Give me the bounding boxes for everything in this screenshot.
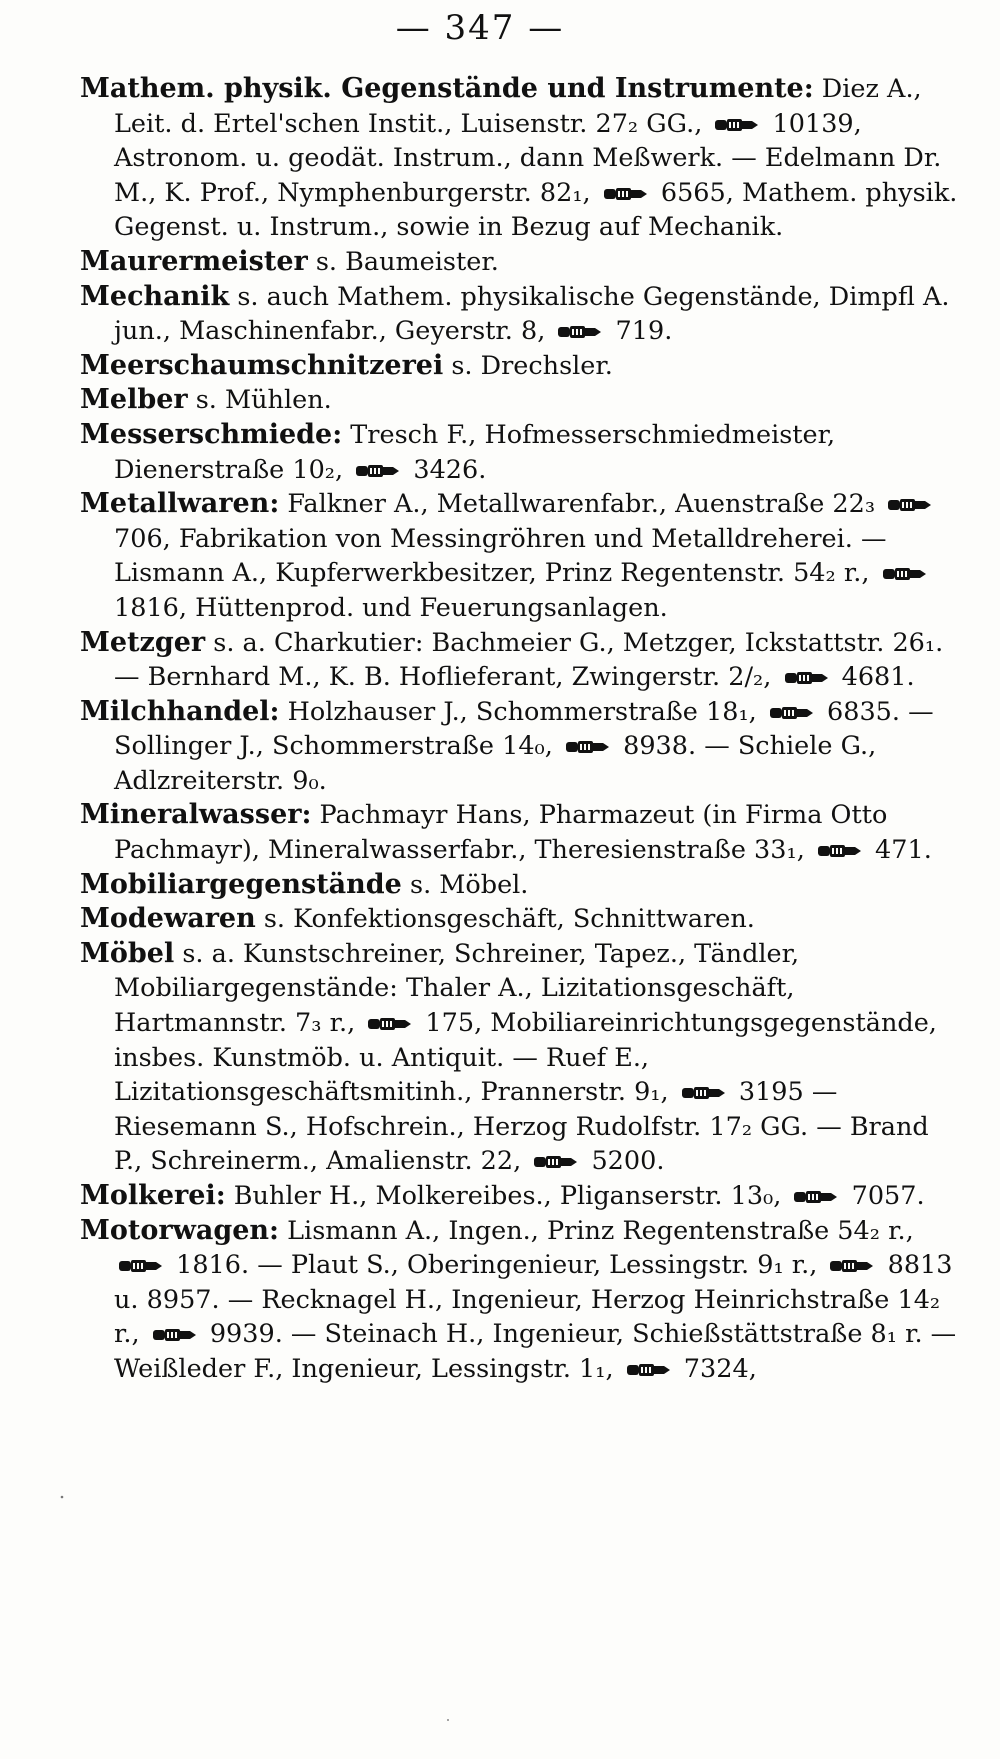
entry-text: s. Möbel. (401, 869, 529, 900)
entry-keyword: Mobiliargegenstände (80, 868, 402, 900)
page-number: — 347 — (395, 8, 565, 48)
entry-keyword: Motorwagen: (80, 1214, 279, 1246)
entry-text: s. Drechsler. (443, 350, 613, 381)
entry-text: s. a. Charkutier: Bachmeier G., Metzger, Ickstattstr. 26₁. — Bernhard M., K. B. Hoflieferant, Zwingerstr. 2/₂, 4681. (114, 627, 944, 693)
entry-text: Buhler H., Molkereibes., Pliganserstr. 13₀, 7057. (225, 1181, 925, 1211)
entry-keyword: Melber (80, 384, 188, 416)
entry-keyword: Molkerei: (80, 1180, 226, 1211)
entry-text: Holzhauser J., Schommerstraße 18₁, 6835. — Sollinger J., Schommerstraße 14₀, 8938. — Schiele G., Adlzreiterstr. 9₀. (114, 696, 934, 796)
entry-keyword: Mechanik (80, 280, 230, 312)
entry-keyword: Metallwaren: (80, 488, 280, 520)
entry-keyword: Möbel (80, 937, 175, 969)
entry-text: s. Mühlen. (187, 385, 332, 416)
entry-keyword: Metzger (80, 626, 206, 658)
entry-text: Diez A., Leit. d. Ertel'schen Instit., Luisenstr. 27₂ GG., 10139, Astronom. u. geodät. Instrum., dann Meßwerk. — Edelmann Dr. M., K. Prof., Nymphenburgerstr. 82₁, 6565, Mathem. physik. Gegenst. u. Instrum., sowie in Bezug auf Mechanik. (114, 74, 958, 243)
entry-keyword: Mathem. physik. Gegenstände und Instrumente: (80, 73, 814, 104)
entry-keyword: Modewaren (80, 903, 256, 935)
entry-text: s. a. Kunstschreiner, Schreiner, Tapez., Tändler, Mobiliargegenstände: Thaler A., Lizitationsgeschäft, Hartmannstr. 7₃ r., 175, Mobiliareinrichtungsgegenstände, insbes. Kunstmöb. u. Antiquit. — Ruef E., Lizitationsgeschäftsmitinh., Prannerstr. 9₁, 3195 — Riesemann S., Hofschrein., Herzog Rudolfstr. 17₂ GG. — Brand P., Schreinerm., Amalienstr. 22, 5200. (114, 938, 937, 1177)
entry-text: Pachmayr Hans, Pharmazeut (in Firma Otto Pachmayr), Mineralwasserfabr., Theresienstraße 33₁, 471. (114, 800, 932, 866)
entry-keyword: Milchhandel: (80, 695, 280, 727)
entry-text: Tresch F., Hofmesserschmiedmeister, Dienerstraße 10₂, 3426. (114, 419, 836, 485)
entry-text: Lismann A., Ingen., Prinz Regentenstraße 54₂ r., 1816. — Plaut S., Oberingenieur, Lessingstr. 9₁ r., 8813 u. 8957. — Recknagel H., Ingenieur, Herzog Heinrichstraße 14₂ r., 9939. — Steinach H., Ingenieur, Schießstättstraße 8₁ r. — Weißleder F., Ingenieur, Lessingstr. 1₁, 7324, (114, 1215, 957, 1384)
entry-keyword: Meerschaumschnitzerei (80, 349, 444, 381)
entry-keyword: Mineralwasser: (80, 799, 312, 831)
entry-text: s. Konfektionsgeschäft, Schnittwaren. (255, 904, 755, 935)
entry-text: Falkner A., Metallwarenfabr., Auenstraße 22₃ 706, Fabrikation von Messingröhren und Metalldreherei. — Lismann A., Kupferwerkbesitzer, Prinz Regentenstr. 54₂ r., 1816, Hüttenprod. und Feuerungsanlagen. (114, 489, 937, 623)
entry-keyword: Maurermeister (80, 245, 308, 277)
entry-text: s. Baumeister. (307, 246, 499, 277)
entry-text: s. auch Mathem. physikalische Gegenstände, Dimpfl A. jun., Maschinenfabr., Geyerstr. 8, 719. (114, 281, 950, 347)
entry-keyword: Messerschmiede: (80, 418, 343, 450)
